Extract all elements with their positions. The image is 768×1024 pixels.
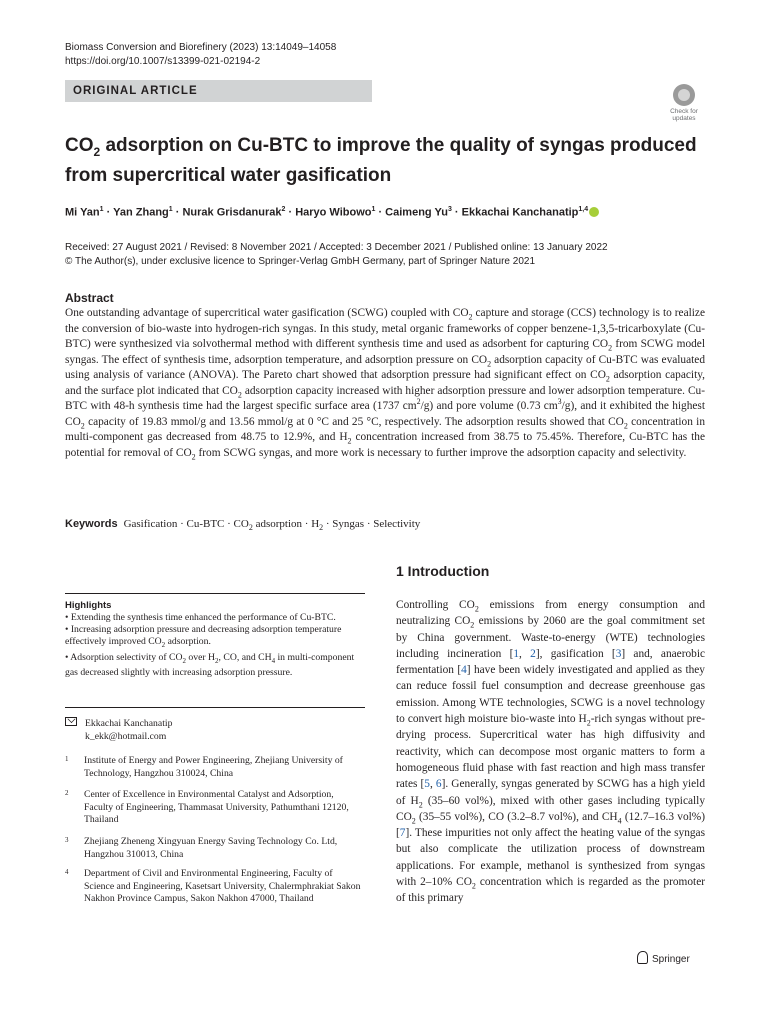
- check-for-updates-badge[interactable]: [664, 84, 704, 124]
- highlight-item: • Increasing adsorption pressure and decreasing adsorption temperature effectively improved $CO_2$ adsorption.: [65, 624, 342, 650]
- check-updates-label: Check for updates: [670, 108, 698, 122]
- citation-link[interactable]: 4: [461, 664, 467, 677]
- citation-link[interactable]: 2: [530, 647, 536, 660]
- publication-dates: [65, 241, 608, 269]
- abstract-text: One outstanding advantage of supercritical water gasification (SCWG) coupled with $CO_2$ capture and storage (CCS) technology is to realize the conversion of bio-waste into hydrogen-rich syngas. In this study, metal organic frameworks of copper benzene-1,3,5-tricarboxylate (Cu-BTC) were synthesized via solvothermal method with different synthesis time and used as adsorbent for capturing $CO_2$ from SCWG model syngas. The effect of synthesis time, adsorption temperature, and adsorption pressure on $CO_2$ adsorption capacity of Cu-BTC was evaluated using analysis of variance (ANOVA). The Pareto chart showed that adsorption pressure had significant effect on $CO_2$ adsorption capacity, and the surface plot indicated that $CO_2$ adsorption capacity increased with higher adsorption pressure and lower adsorption temperature. Cu-BTC with 48-h synthesis time had the largest specific surface area (1737 $cm^2/g$) and pore volume (0.73 $cm^3/g$), and it exhibited the highest $CO_2$ capacity of 19.83 mmol/g and 13.56 mmol/g at 0 °C and 25 °C, respectively. The adsorption results showed that $CO_2$ concentration in multi-component gas decreased from 48.75 to 12.9%, and $H_2$ concentration increased from 38.75 to 75.45%. Therefore, Cu-BTC has the potential for removal of $CO_2$ from SCWG syngas, and more work is necessary to further improve the adsorption capacity and selectivity.: [65, 307, 706, 461]
- citation-link[interactable]: 5: [424, 778, 430, 791]
- springer-horse-icon: [637, 951, 648, 964]
- orcid-icon[interactable]: [589, 207, 599, 217]
- introduction-text: Controlling $CO_2$ emissions from energy consumption and neutralizing $CO_2$ emissions by 2060 are the goal commitment set by China government. Waste-to-energy (WTE) technologies including incineration [1, 2], gasification [3] and, anaerobic fermentation [4] have been widely investigated and applied as they can reduce fossil fuel consumption and decrease greenhouse gas emission. Among WTE technologies, SCWG is a novel technology to convert high moisture bio-waste into $H_2$-rich syngas without pre-drying process. Supercritical water has high diffusivity and reactivity, which can decompose most organic matters to form a homogeneous fluid phase with fast reaction and high mass transfer rates [5, 6]. Generally, syngas generated by SCWG has a high yield of $H_2$ (35–60 vol%), mixed with other gases including typically $CO_2$ (35–55 vol%), CO (3.2–8.7 vol%), and $CH_4$ (12.7–16.3 vol%) [7]. These impurities not only affect the heating value of the syngas but also complicate the utilization process of downstream applications. For example, methanol is synthesized from syngas with 2–10% $CO_2$ concentration which is regarded as the promoter of this primary: [396, 599, 706, 905]
- author-name[interactable]: Nurak Grisdanurak: [182, 206, 282, 219]
- citation-link[interactable]: 1: [513, 647, 520, 660]
- keywords: Keywords Gasification · $Cu-BTC \cdot CO_2$ adsorption · $H_2$ · Syngas · Selectivity: [65, 518, 421, 533]
- corresponding-email[interactable]: k_ekk@hotmail.com: [85, 730, 167, 742]
- section-heading-introduction: 1 Introduction: [396, 563, 490, 579]
- history-dates: Received: 27 August 2021 / Revised: 8 November 2021 / Accepted: 3 December 2021 / Published online: 13 January 2022: [65, 242, 608, 253]
- check-updates-icon: [673, 84, 695, 106]
- article-title: $CO_2$ adsorption on Cu-BTC to improve the quality of syngas produced from supercritical water gasification: [65, 135, 697, 186]
- corresponding-name: Ekkachai Kanchanatip: [85, 718, 173, 729]
- journal-line: Biomass Conversion and Biorefinery (2023) 13:14049–14058: [65, 42, 337, 53]
- envelope-icon: [65, 717, 77, 726]
- author-name[interactable]: Ekkachai Kanchanatip: [461, 206, 579, 219]
- copyright-line: © The Author(s), under exclusive licence to Springer-Verlag GmbH Germany, part of Springer Nature 2021: [65, 256, 535, 267]
- highlight-item: • Extending the synthesis time enhanced the performance of Cu-BTC.: [65, 612, 336, 623]
- highlights-box: [65, 593, 365, 679]
- affiliation: 1 Institute of Energy and Power Engineering, Zhejiang University of Technology, Hangzhou 310024, China: [65, 755, 343, 779]
- highlights-heading: Highlights: [65, 600, 112, 611]
- divider: [65, 707, 365, 708]
- affiliation: 3 Zhejiang Zheneng Xingyuan Energy Saving Technology Co. Ltd, Hangzhou 310013, China: [65, 836, 338, 860]
- citation-link[interactable]: 6: [435, 778, 442, 791]
- author-name[interactable]: Mi Yan: [65, 206, 100, 219]
- doi-link[interactable]: https://doi.org/10.1007/s13399-021-02194-2: [65, 56, 261, 67]
- highlight-item: • Adsorption selectivity of $CO_2$ over $H_2$, CO, and $CH_4$ in multi-component gas decreased slightly with increasing adsorption pressure.: [65, 651, 355, 678]
- journal-citation: [65, 41, 336, 69]
- citation-link[interactable]: 7: [399, 827, 406, 840]
- affiliation: 2 Center of Excellence in Environmental Catalyst and Adsorption, Faculty of Engineering, Thammasat University, Pathumthani 12120, Thailand: [65, 789, 349, 825]
- author-name[interactable]: Yan Zhang: [113, 206, 169, 219]
- citation-link[interactable]: 3: [615, 647, 622, 660]
- publisher-name: Springer: [652, 954, 690, 965]
- article-type-banner: ORIGINAL ARTICLE: [65, 80, 372, 102]
- keywords-heading: Keywords: [65, 518, 118, 530]
- author-name[interactable]: Caimeng Yu: [385, 206, 448, 219]
- abstract-heading: Abstract: [65, 291, 114, 305]
- affiliation: 4 Department of Civil and Environmental Engineering, Faculty of Science and Engineering, Kasetsart University, Chalermphrakiat Sakon Nakhon Province Campus, Sakon Nakhon 47000, Thailand: [65, 868, 361, 904]
- publisher-logo: [637, 951, 690, 965]
- author-list: Mi Yan$^1$ · Yan Zhang$^1$ · Nurak Grisdanurak$^2$ · Haryo Wibowo$^1$ · Caimeng $Yu^3$ · Ekkachai Kanchanatip$^{1,4}$: [65, 203, 599, 220]
- corresponding-author: [65, 717, 172, 743]
- author-name[interactable]: Haryo Wibowo: [295, 206, 372, 219]
